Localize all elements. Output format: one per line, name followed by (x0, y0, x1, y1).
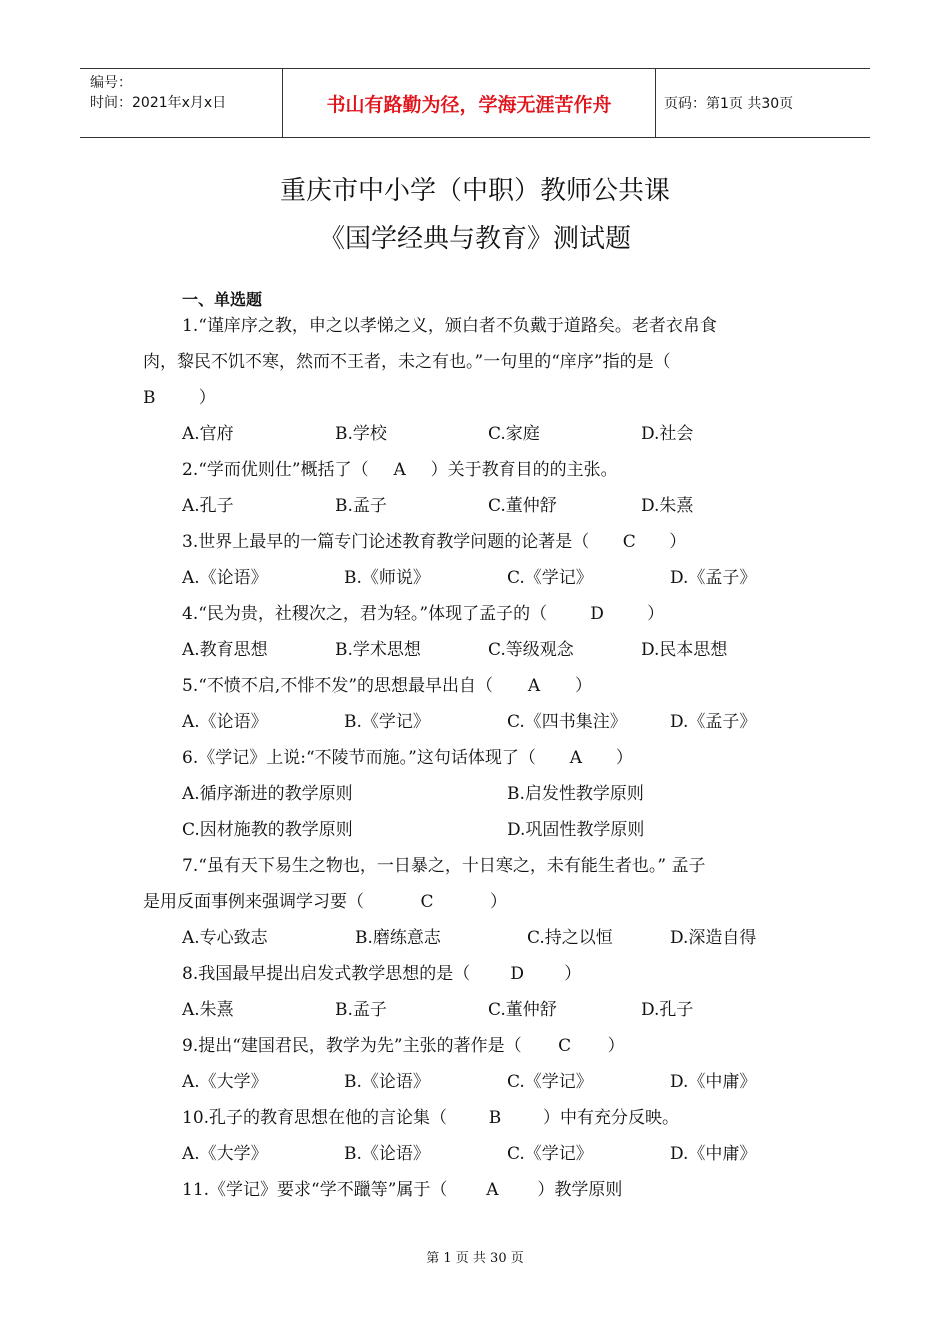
question-1-line-2: 肉，黎民不饥不寒，然而不王者，未之有也。”一句里的“庠序”指的是（ (143, 352, 671, 372)
question-4 (182, 599, 664, 624)
q9-stem-end: ） (607, 1036, 625, 1056)
question-11 (182, 1175, 622, 1200)
q3-option-d: D.《孟子》 (670, 568, 757, 588)
q4-option-b: B.学术思想 (335, 640, 421, 660)
document-title: 重庆市中小学（中职）教师公共课 (279, 176, 670, 206)
q7-stem: 是用反面事例来强调学习要（ (143, 892, 364, 912)
q2-option-d: D.朱熹 (641, 496, 694, 516)
page-header (80, 68, 870, 138)
q9-option-b: B.《论语》 (344, 1072, 430, 1092)
q7-option-b: B.磨练意志 (355, 928, 441, 948)
q6-answer: A (569, 748, 582, 768)
q1-option-d: D.社会 (641, 424, 694, 444)
q5-stem: 5.“不愤不启,不悱不发”的思想最早出自（ (182, 676, 494, 696)
q9-option-a: A.《大学》 (182, 1072, 268, 1092)
q8-stem: 8.我国最早提出启发式教学思想的是（ (182, 964, 471, 984)
question-7-line-1: 7.“虽有天下易生之物也，一日暴之，十日寒之，未有能生者也。” 孟子 (182, 856, 706, 876)
question-5 (182, 671, 592, 696)
question-9 (182, 1031, 625, 1056)
header-page-info: 页码：第1页 共30页 (664, 96, 794, 112)
question-7-line-2 (143, 887, 507, 912)
q2-stem-end: ）关于教育目的的主张。 (430, 460, 618, 480)
q4-option-a: A.教育思想 (182, 640, 268, 660)
q10-option-a: A.《大学》 (182, 1144, 268, 1164)
q5-answer: A (527, 676, 541, 696)
question-6 (182, 743, 633, 768)
q4-option-c: C.等级观念 (488, 640, 574, 660)
document-number-label: 编号： (90, 75, 132, 91)
q2-option-a: A.孔子 (182, 496, 234, 516)
q3-option-c: C.《学记》 (507, 568, 593, 588)
q10-stem: 10.孔子的教育思想在他的言论集（ (182, 1108, 448, 1128)
q10-answer: B (488, 1108, 502, 1128)
q4-stem: 4.“民为贵，社稷次之，君为轻。”体现了孟子的（ (182, 604, 548, 624)
question-2 (182, 455, 618, 480)
q5-option-c: C.《四书集注》 (507, 712, 627, 732)
q3-stem: 3.世界上最早的一篇专门论述教育教学问题的论著是（ (182, 532, 590, 552)
q3-stem-end: ） (669, 532, 687, 552)
q3-option-a: A.《论语》 (182, 568, 268, 588)
q7-stem-end: ） (490, 892, 507, 912)
question-8 (182, 959, 581, 984)
question-1-line-3: B ） (143, 388, 216, 408)
q6-option-d: D.巩固性教学原则 (507, 820, 645, 840)
header-motto: 书山有路勤为径，学海无涯苦作舟 (282, 69, 656, 137)
q6-option-a: A.循序渐进的教学原则 (182, 784, 353, 804)
q7-option-c: C.持之以恒 (527, 928, 613, 948)
q6-stem-end: ） (615, 748, 633, 768)
question-10 (182, 1103, 679, 1128)
q11-stem: 11.《学记》要求“学不躐等”属于（ (182, 1180, 448, 1200)
q3-answer: C (622, 532, 636, 552)
q5-option-d: D.《孟子》 (670, 712, 757, 732)
q8-answer: D (510, 964, 525, 984)
q8-stem-end: ） (564, 964, 582, 984)
q9-option-c: C.《学记》 (507, 1072, 593, 1092)
q8-option-d: D.孔子 (641, 1000, 694, 1020)
question-1-line-1: 1.“谨庠序之教，申之以孝悌之义，颁白者不负戴于道路矣。老者衣帛食 (182, 316, 717, 336)
q1-option-a: A.官府 (182, 424, 234, 444)
q10-stem-end: ）中有充分反映。 (543, 1108, 680, 1128)
q9-option-d: D.《中庸》 (670, 1072, 757, 1092)
q2-option-c: C.董仲舒 (488, 496, 557, 516)
document-date: 时间：2021年x月x日 (90, 95, 227, 111)
q2-stem: 2.“学而优则仕”概括了（ (182, 460, 369, 480)
q11-answer: A (486, 1180, 499, 1200)
q4-stem-end: ） (647, 604, 665, 624)
page-footer: 第 1 页 共 30 页 (426, 1251, 524, 1266)
q4-option-d: D.民本思想 (641, 640, 728, 660)
q1-option-c: C.家庭 (488, 424, 540, 444)
question-3 (182, 527, 686, 552)
q10-option-d: D.《中庸》 (670, 1144, 757, 1164)
q9-stem: 9.提出“建国君民，教学为先”主张的著作是（ (182, 1036, 522, 1056)
q3-option-b: B.《师说》 (344, 568, 430, 588)
q1-option-b: B.学校 (335, 424, 387, 444)
q7-option-d: D.深造自得 (670, 928, 757, 948)
q9-answer: C (558, 1036, 572, 1056)
q5-option-a: A.《论语》 (182, 712, 268, 732)
q11-stem-end: ）教学原则 (537, 1180, 623, 1200)
q2-answer: A (393, 460, 406, 480)
q2-option-b: B.孟子 (335, 496, 387, 516)
q5-option-b: B.《学记》 (344, 712, 430, 732)
q8-option-a: A.朱熹 (182, 1000, 234, 1020)
q10-option-c: C.《学记》 (507, 1144, 593, 1164)
q8-option-b: B.孟子 (335, 1000, 387, 1020)
q6-option-b: B.启发性教学原则 (507, 784, 644, 804)
q7-answer: C (420, 892, 434, 912)
section-heading: 一、单选题 (182, 290, 263, 309)
q5-stem-end: ） (575, 676, 593, 696)
q10-option-b: B.《论语》 (344, 1144, 430, 1164)
document-subtitle: 《国学经典与教育》测试题 (318, 224, 631, 254)
q6-option-c: C.因材施教的教学原则 (182, 820, 353, 840)
q8-option-c: C.董仲舒 (488, 1000, 557, 1020)
q7-option-a: A.专心致志 (182, 928, 268, 948)
q6-stem: 6.《学记》上说:“不陵节而施。”这句话体现了（ (182, 748, 536, 768)
q4-answer: D (590, 604, 604, 624)
header-meta (80, 69, 282, 137)
